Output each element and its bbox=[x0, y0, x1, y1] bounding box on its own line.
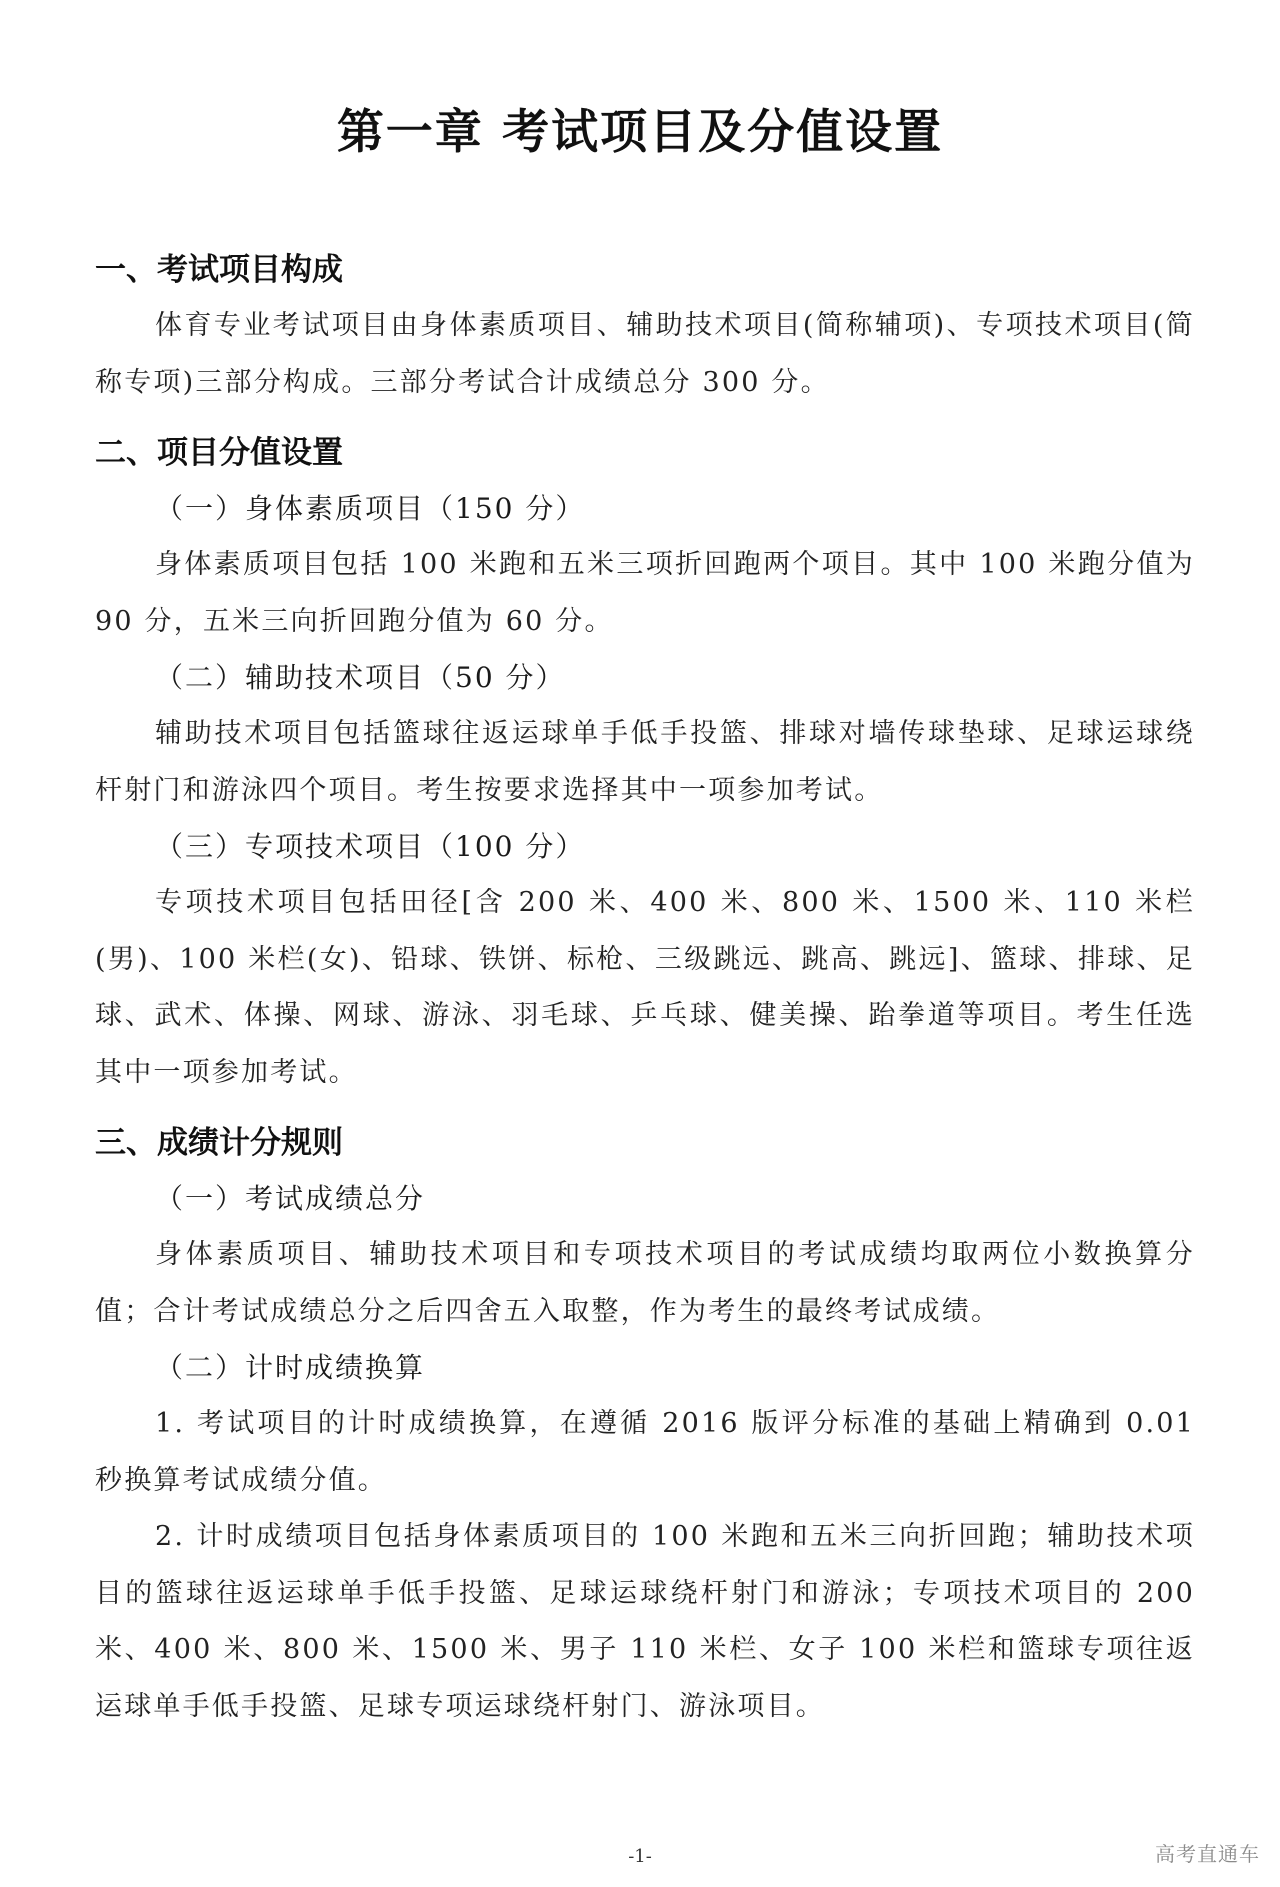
document-body bbox=[95, 242, 1195, 1735]
subheading-specialty: （三）专项技术项目（100 分） bbox=[155, 830, 586, 863]
page-number: -1- bbox=[628, 1846, 652, 1867]
subheading-physical: （一）身体素质项目（150 分） bbox=[155, 492, 586, 525]
section-heading-scoring-rules: 三、成绩计分规则 bbox=[95, 1125, 343, 1161]
paragraph-timing-rule-2: 2. 计时成绩项目包括身体素质项目的 100 米跑和五米三向折回跑；辅助技术项目的篮球往返运球单手低手投篮、足球运球绕杆射门和游泳；专项技术项目的 200 米、400 米、800 米、1500 米、男子 110 米栏、女子 100 米栏和篮球专项往返运球单手低手投篮、足球专项运球绕杆射门、游泳项目。 bbox=[95, 1521, 1195, 1722]
paragraph-specialty: 专项技术项目包括田径[含 200 米、400 米、800 米、1500 米、110 米栏(男)、100 米栏(女)、铅球、铁饼、标枪、三级跳远、跳高、跳远]、篮球、排球、足球、武术、体操、网球、游泳、羽毛球、乒乓球、健美操、跆拳道等项目。考生任选其中一项参加考试。 bbox=[95, 887, 1195, 1088]
section-heading-score-setting: 二、项目分值设置 bbox=[95, 435, 343, 471]
paragraph-physical: 身体素质项目包括 100 米跑和五米三项折回跑两个项目。其中 100 米跑分值为 90 分，五米三向折回跑分值为 60 分。 bbox=[95, 549, 1195, 637]
paragraph-composition: 体育专业考试项目由身体素质项目、辅助技术项目(简称辅项)、专项技术项目(简称专项)三部分构成。三部分考试合计成绩总分 300 分。 bbox=[95, 310, 1195, 398]
paragraph-total-score: 身体素质项目、辅助技术项目和专项技术项目的考试成绩均取两位小数换算分值；合计考试成绩总分之后四舍五入取整，作为考生的最终考试成绩。 bbox=[95, 1239, 1195, 1327]
subheading-total-score: （一）考试成绩总分 bbox=[155, 1182, 426, 1215]
paragraph-timing-rule-1: 1. 考试项目的计时成绩换算，在遵循 2016 版评分标准的基础上精确到 0.01 秒换算考试成绩分值。 bbox=[95, 1408, 1195, 1496]
watermark: 高考直通车 bbox=[1155, 1842, 1260, 1866]
subheading-timing-conversion: （二）计时成绩换算 bbox=[155, 1351, 426, 1384]
subheading-auxiliary: （二）辅助技术项目（50 分） bbox=[155, 661, 566, 694]
paragraph-auxiliary: 辅助技术项目包括篮球往返运球单手低手投篮、排球对墙传球垫球、足球运球绕杆射门和游泳四个项目。考生按要求选择其中一项参加考试。 bbox=[95, 718, 1195, 806]
chapter-title: 第一章 考试项目及分值设置 bbox=[336, 105, 944, 160]
section-heading-composition: 一、考试项目构成 bbox=[95, 252, 343, 288]
